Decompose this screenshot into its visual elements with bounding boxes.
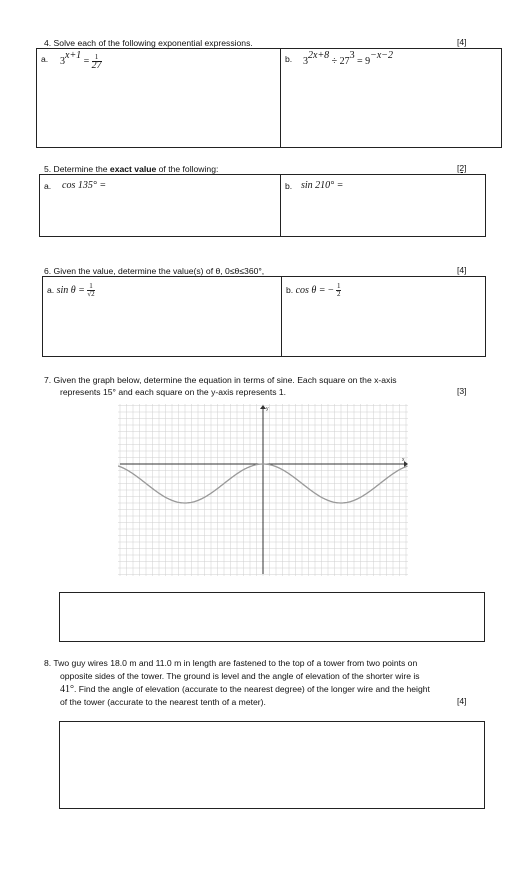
y-axis-label: y	[266, 406, 269, 412]
q8-prompt-line1: 8. Two guy wires 18.0 m and 11.0 m in length are fastened to the top of a tower from two points on	[44, 658, 418, 668]
q7-marks: [3]	[457, 386, 467, 396]
sine-graph	[118, 404, 408, 576]
q6b-expression: b. cos θ = − $\frac{1}{2}$	[286, 282, 341, 298]
q5b-expression: sin 210° =	[301, 180, 344, 191]
q7-answer-box[interactable]	[59, 592, 485, 642]
q7-prompt-line1: 7. Given the graph below, determine the equation in terms of sine. Each square on the x-axis	[44, 375, 397, 385]
q5a-label: a.	[44, 181, 52, 191]
q4-prompt: 4. Solve each of the following exponential expressions.	[44, 38, 253, 48]
q8-prompt-line3: 41°. Find the angle of elevation (accurate to the nearest degree) of the longer wire and the height	[60, 684, 430, 695]
q4b-equation: $3^{2x+8} \div 27^3 = 9^{-x-2}$	[303, 50, 394, 67]
q7-prompt-line2: represents 15° and each square on the y-axis represents 1.	[60, 387, 287, 397]
q5b-label: b.	[285, 181, 293, 191]
q4a-label: a.	[41, 54, 49, 64]
q6a-expression: a. sin θ = $\frac{1}{√2}$	[47, 282, 95, 298]
q4b-label: b.	[285, 54, 293, 64]
x-axis-label: x	[402, 457, 405, 463]
q4-marks: [4]	[457, 37, 467, 47]
q8-marks: [4]	[457, 696, 467, 706]
q6-prompt: 6. Given the value, determine the value(s) of θ, 0≤θ≤360°,	[44, 266, 265, 276]
q4a-equation: $3^{x+1}$ = $\frac{1}{27}$	[60, 50, 102, 72]
q8-prompt-line4: of the tower (accurate to the nearest tenth of a meter).	[60, 697, 266, 707]
q5-marks: [2]	[457, 163, 467, 173]
q6-marks: [4]	[457, 265, 467, 275]
q5-prompt: 5. Determine the exact value of the following:	[44, 164, 219, 174]
q5a-expression: cos 135° =	[62, 180, 107, 191]
q8-answer-box[interactable]	[59, 721, 485, 809]
q8-prompt-line2: opposite sides of the tower. The ground is level and the angle of elevation of the shorter wire is	[60, 671, 420, 681]
